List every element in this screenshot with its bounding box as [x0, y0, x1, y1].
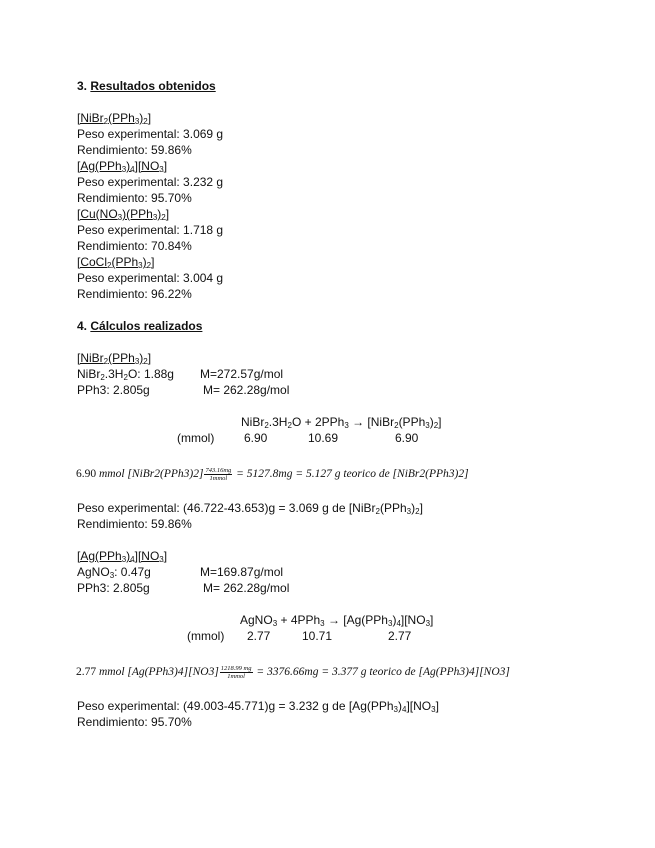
- ni-molar-2: M= 262.28g/mol: [203, 383, 290, 397]
- document-page: [77, 78, 617, 730]
- result-compound: $[NiBr_2(PPh_3)_2]$: [77, 111, 152, 126]
- ni-reagent-1: $NiBr_2.3H_2O$: 1.88g: [77, 367, 174, 382]
- ag-compound-heading: $[Ag(PPh_3)_4][NO_3]$: [77, 549, 168, 564]
- ni-equation: $NiBr_2.3H_2O + 2PPh_3$ → $[NiBr_2(PPh_3)_2]$: [241, 415, 442, 430]
- ni-calculation: [77, 350, 617, 532]
- ni-mmol-value: 10.69: [308, 431, 339, 445]
- result-compound: $[Ag(PPh_3)_4][NO_3]$: [77, 159, 168, 174]
- ag-stoichiometry-formula: 2.77 mmol [Ag(PPh3)4][NO3] $\frac{1218.99 mg}{\text{1mmol}}$ = 3376.66mg = 3.377 g teorico de [Ag(PPh3)4][NO3]: [76, 664, 510, 680]
- ag-mmol-value: 10.71: [302, 629, 333, 643]
- result-compound: $[CoCl_2(PPh_3)_2]$: [77, 255, 155, 270]
- ag-reagent-1: AgNO$_3$: 0.47g: [77, 565, 151, 580]
- ag-molar-2: M= 262.28g/mol: [203, 581, 290, 595]
- result-rendimiento: Rendimiento: 59.86%: [77, 143, 192, 157]
- ni-mmol-value: 6.90: [244, 431, 268, 445]
- result-rendimiento: Rendimiento: 96.22%: [77, 287, 192, 301]
- ni-mmol-label: (mmol): [177, 431, 215, 445]
- result-peso: Peso experimental: 3.069 g: [77, 127, 224, 141]
- section-3-number: 3.: [77, 79, 88, 93]
- section-3-title: Resultados obtenidos: [90, 79, 216, 93]
- ag-reagent-2: PPh3: 2.805g: [77, 581, 150, 595]
- ag-fraction: $\frac{1218.99 mg}{\text{1mmol}}$: [220, 664, 252, 680]
- ag-calculation: [77, 548, 617, 730]
- section-4-title: Cálculos realizados: [90, 319, 203, 333]
- ni-compound-heading: $[NiBr_2(PPh_3)_2]$: [77, 351, 152, 366]
- ag-peso: Peso experimental: (49.003-45.771)g = 3.232 g de $[Ag(PPh_3)_4][NO_3]$: [77, 699, 439, 714]
- results-list: [77, 110, 617, 302]
- ag-mmol-value: 2.77: [388, 629, 412, 643]
- ni-mmol-value: 6.90: [395, 431, 419, 445]
- ni-molar-1: M=272.57g/mol: [200, 367, 284, 381]
- ag-mmol-label: (mmol): [187, 629, 225, 643]
- ni-stoichiometry-formula: 6.90 mmol [NiBr2(PPh3)2] $\frac{743.16mg}{\text{1mmol}}$ = 5127.8mg = 5.127 g teorico de [NiBr2(PPh3)2]: [76, 466, 469, 482]
- ni-fraction: $\frac{743.16mg}{\text{1mmol}}$: [205, 466, 232, 482]
- result-peso: Peso experimental: 3.232 g: [77, 175, 224, 189]
- result-rendimiento: Rendimiento: 95.70%: [77, 191, 192, 205]
- section-4-heading: [77, 318, 617, 334]
- ag-equation: AgNO$_3$ + $4PPh_3 \to [Ag(PPh_3)_4][NO_3]$: [240, 613, 434, 628]
- section-4-number: 4.: [77, 319, 88, 333]
- ni-rendimiento: Rendimiento: 59.86%: [77, 517, 192, 531]
- result-peso: Peso experimental: 3.004 g: [77, 271, 224, 285]
- result-compound: $[Cu(NO_3)(PPh_3)_2]$: [77, 207, 170, 222]
- result-rendimiento: Rendimiento: 70.84%: [77, 239, 192, 253]
- ag-rendimiento: Rendimiento: 95.70%: [77, 715, 192, 729]
- ag-mmol-value: 2.77: [247, 629, 271, 643]
- result-peso: Peso experimental: 1.718 g: [77, 223, 224, 237]
- section-3-heading: [77, 78, 617, 94]
- ni-reagent-2: PPh3: 2.805g: [77, 383, 150, 397]
- ag-molar-1: M=169.87g/mol: [200, 565, 284, 579]
- ni-peso: Peso experimental: (46.722-43.653)g = 3.069 g de $[NiBr_2(PPh_3)_2]$: [77, 501, 423, 516]
